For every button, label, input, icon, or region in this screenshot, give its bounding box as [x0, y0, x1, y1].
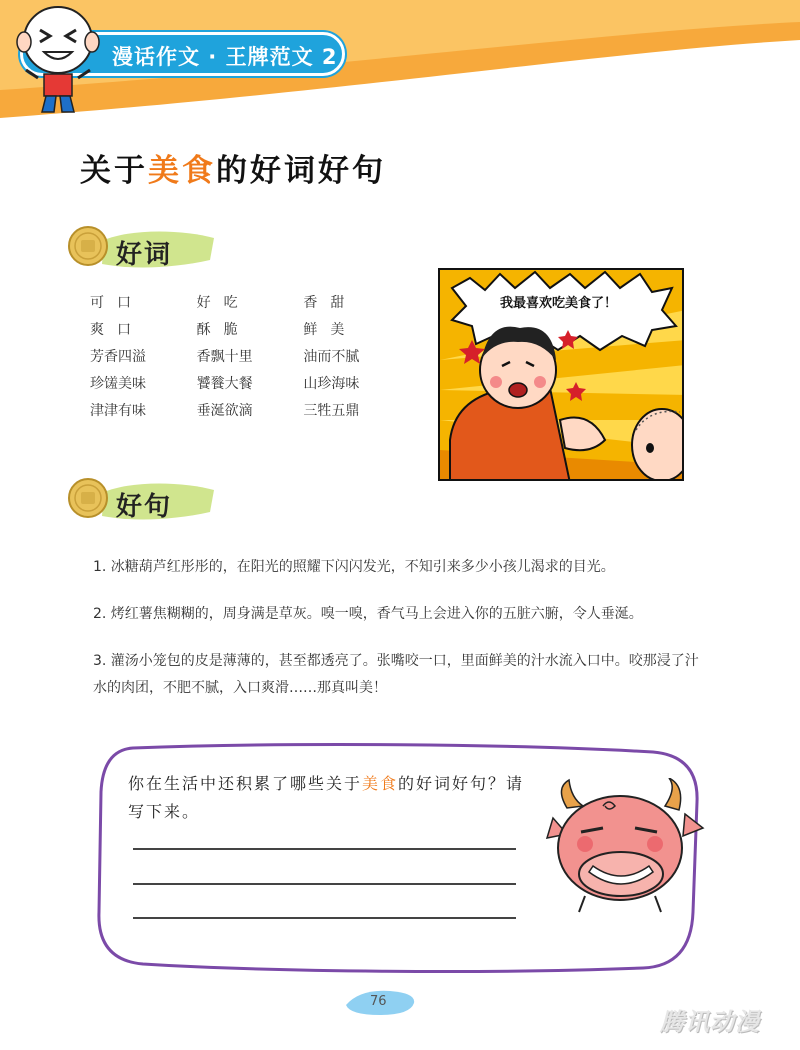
- prompt-before: 你在生活中还积累了哪些关于: [128, 774, 363, 793]
- word-row: [90, 346, 410, 373]
- word-item: 香甜: [303, 295, 358, 311]
- watermark-logo: 腾讯动漫: [660, 1008, 760, 1036]
- word-row: [90, 319, 410, 346]
- word-item: 三牲五鼎: [303, 403, 360, 419]
- words-section-header: [64, 220, 224, 280]
- writing-line[interactable]: [133, 917, 516, 919]
- sentences-section-label: 好句: [116, 492, 173, 522]
- writing-line[interactable]: [133, 848, 516, 850]
- word-row: [90, 292, 410, 319]
- prompt-after: 的好词好句？请写下来。: [128, 774, 525, 821]
- page-title: [80, 145, 386, 190]
- title-highlight: 美食: [148, 153, 216, 189]
- prompt-highlight: 美食: [362, 774, 399, 793]
- word-item: 珍馐美味: [90, 376, 146, 392]
- word-item: 垂涎欲滴: [196, 403, 253, 419]
- word-item: 芳香四溢: [90, 349, 146, 365]
- writing-prompt: [128, 770, 528, 826]
- word-item: 香飘十里: [196, 349, 253, 365]
- word-item: 油而不腻: [303, 349, 360, 365]
- word-item: 可口: [90, 295, 144, 311]
- word-row: [90, 373, 410, 400]
- word-item: 津津有味: [90, 403, 146, 419]
- sentence-list: [93, 554, 703, 722]
- word-item: 山珍海味: [303, 376, 360, 392]
- page-number: 76: [370, 994, 387, 1009]
- word-grid: [90, 292, 410, 427]
- word-item: 饕餮大餐: [196, 376, 253, 392]
- sentence-item: 1. 冰糖葫芦红彤彤的，在阳光的照耀下闪闪发光，不知引来多少小孩儿渴求的目光。: [93, 559, 615, 575]
- sentence-item: 3. 灌汤小笼包的皮是薄薄的，甚至都透亮了。张嘴咬一口，里面鲜美的汁水流入口中。咬那浸了汁水的肉团，不肥不腻，入口爽滑……那真叫美！: [93, 653, 699, 696]
- boy-mascot-icon: [8, 0, 118, 118]
- header-title: 漫话作文 · 王牌范文 2: [112, 45, 338, 69]
- words-section-label: 好词: [116, 240, 173, 270]
- word-item: 爽口: [90, 322, 144, 338]
- word-item: 好吃: [196, 295, 251, 311]
- word-item: 酥脆: [196, 322, 251, 338]
- writing-line[interactable]: [133, 883, 516, 885]
- word-row: [90, 400, 410, 427]
- word-item: 鲜美: [303, 322, 358, 338]
- sentence-item: 2. 烤红薯焦糊糊的，周身满是草灰。嗅一嗅，香气马上会进入你的五脏六腑，令人垂涎。: [93, 606, 643, 622]
- title-prefix: 关于: [80, 153, 148, 189]
- speech-bubble-text: 我最喜欢吃美食了！: [500, 296, 618, 311]
- comic-panel: [438, 268, 684, 481]
- title-suffix: 的好词好句: [216, 153, 386, 189]
- sentences-section-header: [64, 472, 224, 532]
- ox-mascot-icon: [545, 778, 705, 918]
